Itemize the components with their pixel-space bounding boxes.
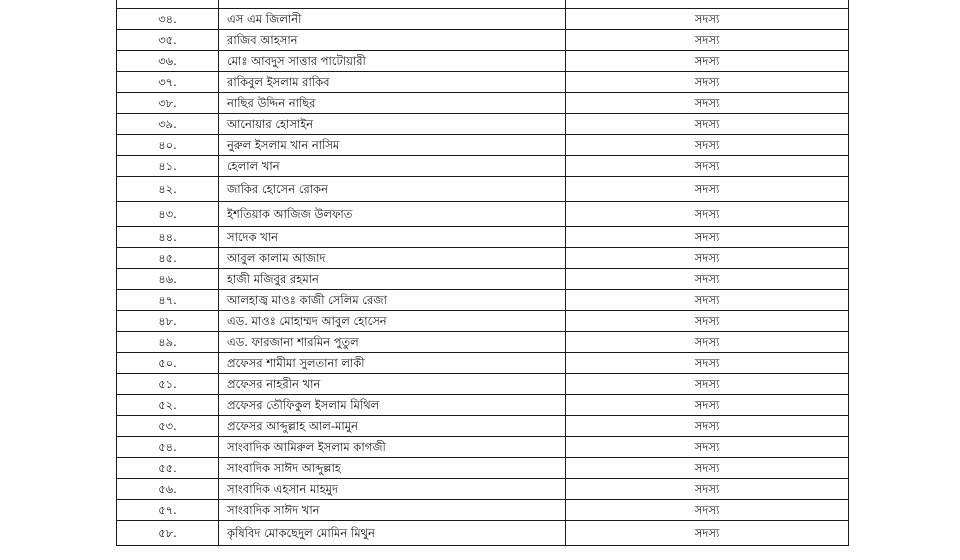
role-cell: সদস্য bbox=[566, 416, 849, 437]
role-cell bbox=[566, 0, 849, 9]
role-cell: সদস্য bbox=[566, 521, 849, 546]
serial-cell: ৪৫. bbox=[117, 248, 219, 269]
serial-cell: ৪১. bbox=[117, 156, 219, 177]
table-row bbox=[117, 311, 849, 332]
name-cell: এড. ফারজানা শারমিন পুতুল bbox=[219, 332, 566, 353]
table-row bbox=[117, 500, 849, 521]
serial-cell: ৫৩. bbox=[117, 416, 219, 437]
name-cell: জাকির হোসেন রোকন bbox=[219, 177, 566, 202]
name-cell: রাজিব আহসান bbox=[219, 30, 566, 51]
serial-cell: ৩৫. bbox=[117, 30, 219, 51]
serial-cell: ৪৮. bbox=[117, 311, 219, 332]
serial-cell: ৫০. bbox=[117, 353, 219, 374]
name-cell bbox=[219, 0, 566, 9]
table-row bbox=[117, 156, 849, 177]
role-cell: সদস্য bbox=[566, 9, 849, 30]
name-cell: হেলাল খান bbox=[219, 156, 566, 177]
name-cell: সাংবাদিক আমিরুল ইসলাম কাগজী bbox=[219, 437, 566, 458]
table-row bbox=[117, 227, 849, 248]
table-row bbox=[117, 202, 849, 227]
name-cell: এস এম জিলানী bbox=[219, 9, 566, 30]
name-cell: ইশতিয়াক আজিজ উলফাত bbox=[219, 202, 566, 227]
serial-cell: ৫৪. bbox=[117, 437, 219, 458]
table-row bbox=[117, 437, 849, 458]
name-cell: আনোয়ার হোসাইন bbox=[219, 114, 566, 135]
role-cell: সদস্য bbox=[566, 202, 849, 227]
role-cell: সদস্য bbox=[566, 290, 849, 311]
name-cell: হাজী মজিবুর রহমান bbox=[219, 269, 566, 290]
name-cell: নাছির উদ্দিন নাছির bbox=[219, 93, 566, 114]
table-row bbox=[117, 0, 849, 9]
name-cell: সাংবাদিক সাঈদ খান bbox=[219, 500, 566, 521]
table-row bbox=[117, 374, 849, 395]
serial-cell: ৫৫. bbox=[117, 458, 219, 479]
serial-cell: ৫২. bbox=[117, 395, 219, 416]
role-cell: সদস্য bbox=[566, 72, 849, 93]
role-cell: সদস্য bbox=[566, 479, 849, 500]
member-table-body bbox=[117, 0, 849, 546]
role-cell: সদস্য bbox=[566, 227, 849, 248]
role-cell: সদস্য bbox=[566, 374, 849, 395]
name-cell: সাংবাদিক এহসান মাহমুদ bbox=[219, 479, 566, 500]
serial-cell: ৩৭. bbox=[117, 72, 219, 93]
role-cell: সদস্য bbox=[566, 156, 849, 177]
name-cell: আলহাজ্ব মাওঃ কাজী সেলিম রেজা bbox=[219, 290, 566, 311]
member-table bbox=[116, 0, 849, 546]
table-row bbox=[117, 30, 849, 51]
table-row bbox=[117, 269, 849, 290]
serial-cell: ৪২. bbox=[117, 177, 219, 202]
name-cell: সাংবাদিক সাঈদ আব্দুল্লাহ bbox=[219, 458, 566, 479]
table-row bbox=[117, 332, 849, 353]
role-cell: সদস্য bbox=[566, 51, 849, 72]
name-cell: এড. মাওঃ মোহাম্মদ আবুল হোসেন bbox=[219, 311, 566, 332]
serial-cell: ৫৮. bbox=[117, 521, 219, 546]
role-cell: সদস্য bbox=[566, 135, 849, 156]
name-cell: রাকিবুল ইসলাম রাকিব bbox=[219, 72, 566, 93]
table-row bbox=[117, 290, 849, 311]
table-row bbox=[117, 135, 849, 156]
name-cell: মোঃ আবদুস সাত্তার পাটোয়ারী bbox=[219, 51, 566, 72]
name-cell: প্রফেসর আব্দুল্লাহ আল-মামুন bbox=[219, 416, 566, 437]
name-cell: আবুল কালাম আজাদ bbox=[219, 248, 566, 269]
serial-cell: ৪৭. bbox=[117, 290, 219, 311]
table-row bbox=[117, 395, 849, 416]
name-cell: কৃষিবিদ মোকছেদুল মোমিন মিথুন bbox=[219, 521, 566, 546]
table-row bbox=[117, 9, 849, 30]
serial-cell: ৪৯. bbox=[117, 332, 219, 353]
role-cell: সদস্য bbox=[566, 269, 849, 290]
serial-cell: ৩৬. bbox=[117, 51, 219, 72]
role-cell: সদস্য bbox=[566, 332, 849, 353]
role-cell: সদস্য bbox=[566, 30, 849, 51]
name-cell: নুরুল ইসলাম খান নাসিম bbox=[219, 135, 566, 156]
serial-cell: ৩৮. bbox=[117, 93, 219, 114]
role-cell: সদস্য bbox=[566, 93, 849, 114]
serial-cell: ৪৩. bbox=[117, 202, 219, 227]
serial-cell: ৫৬. bbox=[117, 479, 219, 500]
table-row bbox=[117, 93, 849, 114]
table-row bbox=[117, 458, 849, 479]
serial-cell: ৪০. bbox=[117, 135, 219, 156]
table-row bbox=[117, 353, 849, 374]
table-row bbox=[117, 479, 849, 500]
name-cell: প্রফেসর তৌফিকুল ইসলাম মিথিল bbox=[219, 395, 566, 416]
serial-cell: ৩৪. bbox=[117, 9, 219, 30]
name-cell: প্রফেসর শামীমা সুলতানা লাকী bbox=[219, 353, 566, 374]
serial-cell: ৪৪. bbox=[117, 227, 219, 248]
table-row bbox=[117, 114, 849, 135]
table-row bbox=[117, 72, 849, 93]
role-cell: সদস্য bbox=[566, 353, 849, 374]
serial-cell bbox=[117, 0, 219, 9]
serial-cell: ৫৭. bbox=[117, 500, 219, 521]
table-row bbox=[117, 51, 849, 72]
role-cell: সদস্য bbox=[566, 114, 849, 135]
table-row bbox=[117, 177, 849, 202]
name-cell: সাদেক খান bbox=[219, 227, 566, 248]
role-cell: সদস্য bbox=[566, 248, 849, 269]
name-cell: প্রফেসর নাহরীন খান bbox=[219, 374, 566, 395]
table-row bbox=[117, 521, 849, 546]
role-cell: সদস্য bbox=[566, 177, 849, 202]
role-cell: সদস্য bbox=[566, 437, 849, 458]
table-row bbox=[117, 416, 849, 437]
table-row bbox=[117, 248, 849, 269]
role-cell: সদস্য bbox=[566, 458, 849, 479]
role-cell: সদস্য bbox=[566, 395, 849, 416]
serial-cell: ৪৬. bbox=[117, 269, 219, 290]
role-cell: সদস্য bbox=[566, 311, 849, 332]
serial-cell: ৫১. bbox=[117, 374, 219, 395]
role-cell: সদস্য bbox=[566, 500, 849, 521]
serial-cell: ৩৯. bbox=[117, 114, 219, 135]
